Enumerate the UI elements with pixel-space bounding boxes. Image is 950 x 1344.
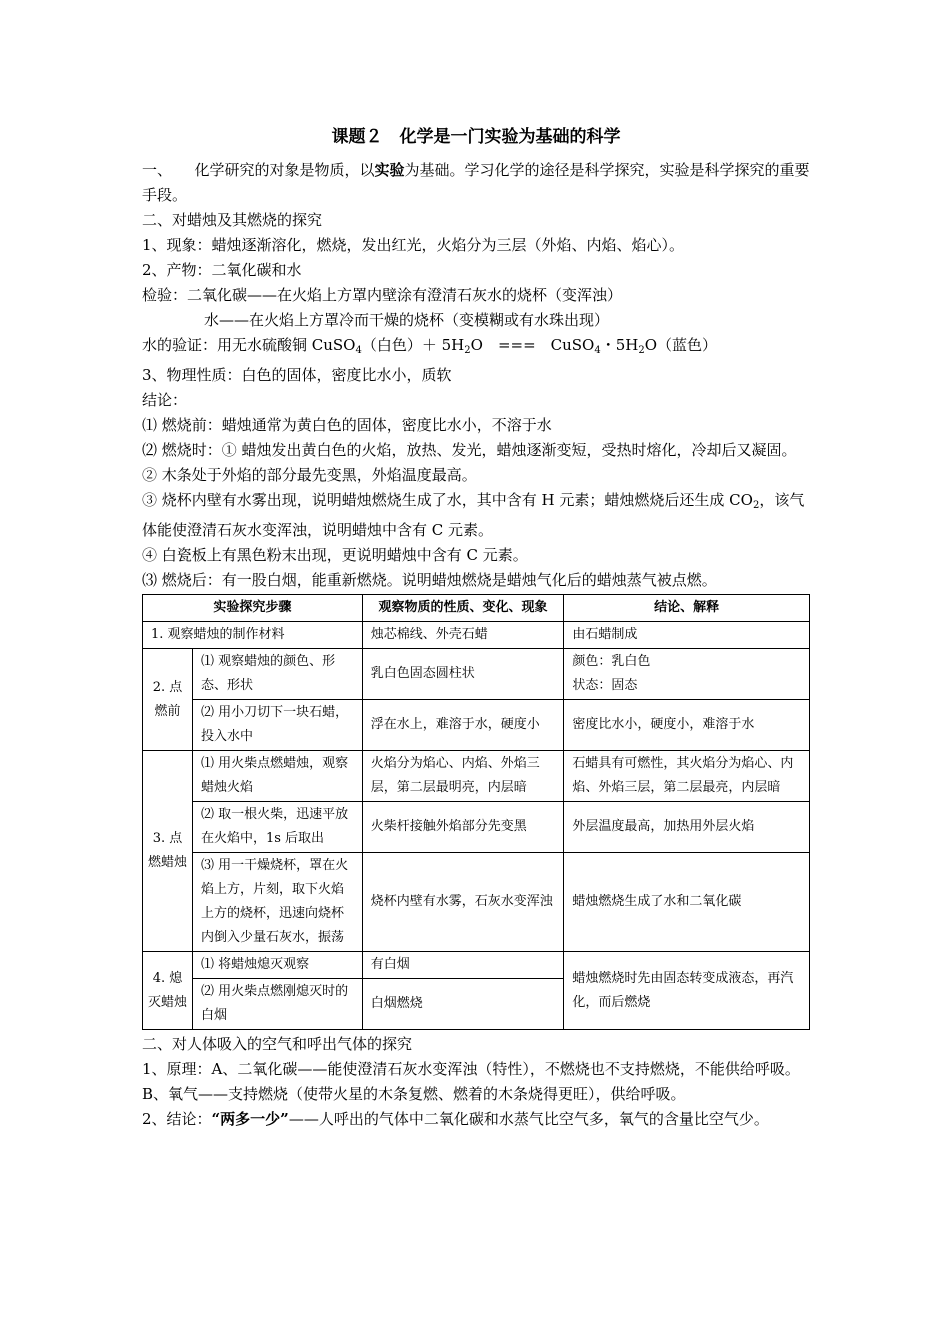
- group-cell-extinguish: 4. 熄灭蜡烛: [143, 952, 193, 1030]
- header-step: 实验探究步骤: [143, 595, 363, 622]
- intro-text: 一、 化学研究的对象是物质，以: [142, 161, 375, 179]
- observation-cell: 火柴杆接触外焰部分先变黑: [362, 802, 564, 853]
- table-row: [143, 853, 810, 952]
- formula-subscript: 4: [355, 345, 362, 356]
- observation-cell: 火焰分为焰心、内焰、外焰三层，第二层最明亮，内层暗: [362, 751, 564, 802]
- conclusion-cell: [564, 649, 810, 700]
- breath-conclusion-bold: “两多一少”: [211, 1110, 289, 1128]
- conclusion-point-4: ④ 白瓷板上有黑色粉末出现，更说明蜡烛中含有 C 元素。: [142, 546, 528, 564]
- formula-part: （白色）＋ 5H: [361, 336, 465, 354]
- observation-cell: 乳白色固态圆柱状: [362, 649, 564, 700]
- table-row: [143, 649, 810, 700]
- observation-cell: 白烟燃烧: [362, 979, 564, 1030]
- conclusion-cell: 密度比水小，硬度小，难溶于水: [564, 700, 810, 751]
- conclusion-state: 状态：固态: [572, 678, 638, 693]
- intro-bold-word: 实验: [374, 161, 405, 179]
- section-heading-breath: 二、对人体吸入的空气和呼出气体的探究: [142, 1035, 413, 1053]
- document-content: [142, 124, 810, 1132]
- candle-phenomenon: 1、现象：蜡烛逐渐溶化，燃烧，发出红光，火焰分为三层（外焰、内焰、焰心）。: [142, 236, 685, 254]
- section-heading-candle: 二、对蜡烛及其燃烧的探究: [142, 211, 323, 229]
- conclusion-after: ⑶ 燃烧后：有一股白烟，能重新燃烧。说明蜡烛燃烧是蜡烛气化后的蜡烛蒸气被点燃。: [142, 571, 717, 589]
- substep-cell: ⑵ 取一根火柴，迅速平放在火焰中，1s 后取出: [192, 802, 362, 853]
- principle-co2: 1、原理：A、二氧化碳——能使澄清石灰水变浑浊（特性），不燃烧也不支持燃烧，不能供给呼吸。: [142, 1060, 800, 1078]
- conclusion-point-3: [142, 488, 810, 543]
- formula-subscript: 4: [594, 345, 601, 356]
- conclusion-cell: 蜡烛燃烧生成了水和二氧化碳: [564, 853, 810, 952]
- conclusion-cell: 由石蜡制成: [564, 622, 810, 649]
- conclusion-during: ⑵ 燃烧时：① 蜡烛发出黄白色的火焰，放热、发光，蜡烛逐渐变短，受热时熔化，冷却后又凝固。: [142, 441, 797, 459]
- formula-part: O（蓝色）: [644, 336, 718, 354]
- formula-part: 水的验证：用无水硫酸铜 CuSO: [142, 336, 356, 354]
- intro-text-end: 为基础。学习化学的途径是科学探究，实验是科学探究的重要手段。: [142, 161, 810, 204]
- substep-cell: ⑴ 用火柴点燃蜡烛，观察蜡烛火焰: [192, 751, 362, 802]
- observation-cell: 烛芯棉线、外壳石蜡: [362, 622, 564, 649]
- conclusion-cell: 蜡烛燃烧时先由固态转变成液态，再汽化，而后燃烧: [564, 952, 810, 1030]
- breath-conclusion-text: ——人呼出的气体中二氧化碳和水蒸气比空气多，氧气的含量比空气少。: [288, 1110, 769, 1128]
- conclusion-cell: 外层温度最高，加热用外层火焰: [564, 802, 810, 853]
- breath-conclusion-label: 2、结论：: [142, 1110, 212, 1128]
- substep-cell: ⑶ 用一干燥烧杯，罩在火焰上方，片刻，取下火焰上方的烧杯，迅速向烧杯内倒入少量石灰水，振荡: [192, 853, 362, 952]
- header-observation: 观察物质的性质、变化、现象: [362, 595, 564, 622]
- conclusion-label: 结论：: [142, 391, 188, 409]
- table-row: [143, 622, 810, 649]
- formula-part: O === CuSO: [470, 336, 595, 354]
- conclusion-cell: 石蜡具有可燃性，其火焰分为焰心、内焰、外焰三层，第二层最亮，内层暗: [564, 751, 810, 802]
- test-co2: 检验：二氧化碳——在火焰上方罩内壁涂有澄清石灰水的烧杯（变浑浊）: [142, 286, 623, 304]
- table-row: [143, 700, 810, 751]
- intro-paragraph: [142, 158, 810, 208]
- table-row: [143, 952, 810, 979]
- observation-cell: 有白烟: [362, 952, 564, 979]
- principle-o2: B、氧气——支持燃烧（使带火星的木条复燃、燃着的木条烧得更旺），供给呼吸。: [142, 1085, 686, 1103]
- conclusion-text: ，该气体能使澄清石灰水变浑浊，说明蜡烛中含有 C 元素。: [142, 491, 805, 539]
- table-row: [143, 802, 810, 853]
- physical-properties: 3、物理性质：白色的固体，密度比水小，质软: [142, 366, 452, 384]
- substep-cell: ⑴ 将蜡烛熄灭观察: [192, 952, 362, 979]
- table-header-row: [143, 595, 810, 622]
- substep-cell: ⑵ 用火柴点燃刚熄灭时的白烟: [192, 979, 362, 1030]
- conclusion-text: ③ 烧杯内壁有水雾出现，说明蜡烛燃烧生成了水，其中含有 H 元素；蜡烛燃烧后还生成 CO: [142, 491, 753, 509]
- observation-cell: 浮在水上，难溶于水，硬度小: [362, 700, 564, 751]
- formula-part: ・5H: [600, 336, 639, 354]
- substep-cell: ⑵ 用小刀切下一块石蜡，投入水中: [192, 700, 362, 751]
- group-cell-lighting: 3. 点燃蜡烛: [143, 751, 193, 952]
- page-title: 课题２ 化学是一门实验为基础的科学: [331, 127, 621, 147]
- breath-conclusion: [142, 1107, 810, 1132]
- group-cell-before-lighting: 2. 点燃前: [143, 649, 193, 751]
- test-water: 水——在火焰上方罩冷而干燥的烧杯（变模糊或有水珠出现）: [204, 311, 610, 329]
- water-verification: [142, 333, 810, 363]
- formula-subscript: 2: [752, 500, 760, 511]
- table-row: [143, 751, 810, 802]
- conclusion-color: 颜色：乳白色: [572, 654, 651, 669]
- header-conclusion: 结论、解释: [564, 595, 810, 622]
- substep-cell: ⑴ 观察蜡烛的颜色、形态、形状: [192, 649, 362, 700]
- conclusion-before: ⑴ 燃烧前：蜡烛通常为黄白色的固体，密度比水小，不溶于水: [142, 416, 552, 434]
- observation-cell: 烧杯内壁有水雾，石灰水变浑浊: [362, 853, 564, 952]
- formula-subscript: 2: [464, 345, 471, 356]
- step-cell: 1. 观察蜡烛的制作材料: [143, 622, 363, 649]
- conclusion-point-2: ② 木条处于外焰的部分最先变黑，外焰温度最高。: [142, 466, 477, 484]
- formula-subscript: 2: [638, 345, 645, 356]
- candle-products: 2、产物：二氧化碳和水: [142, 261, 302, 279]
- experiment-table: [142, 594, 810, 1030]
